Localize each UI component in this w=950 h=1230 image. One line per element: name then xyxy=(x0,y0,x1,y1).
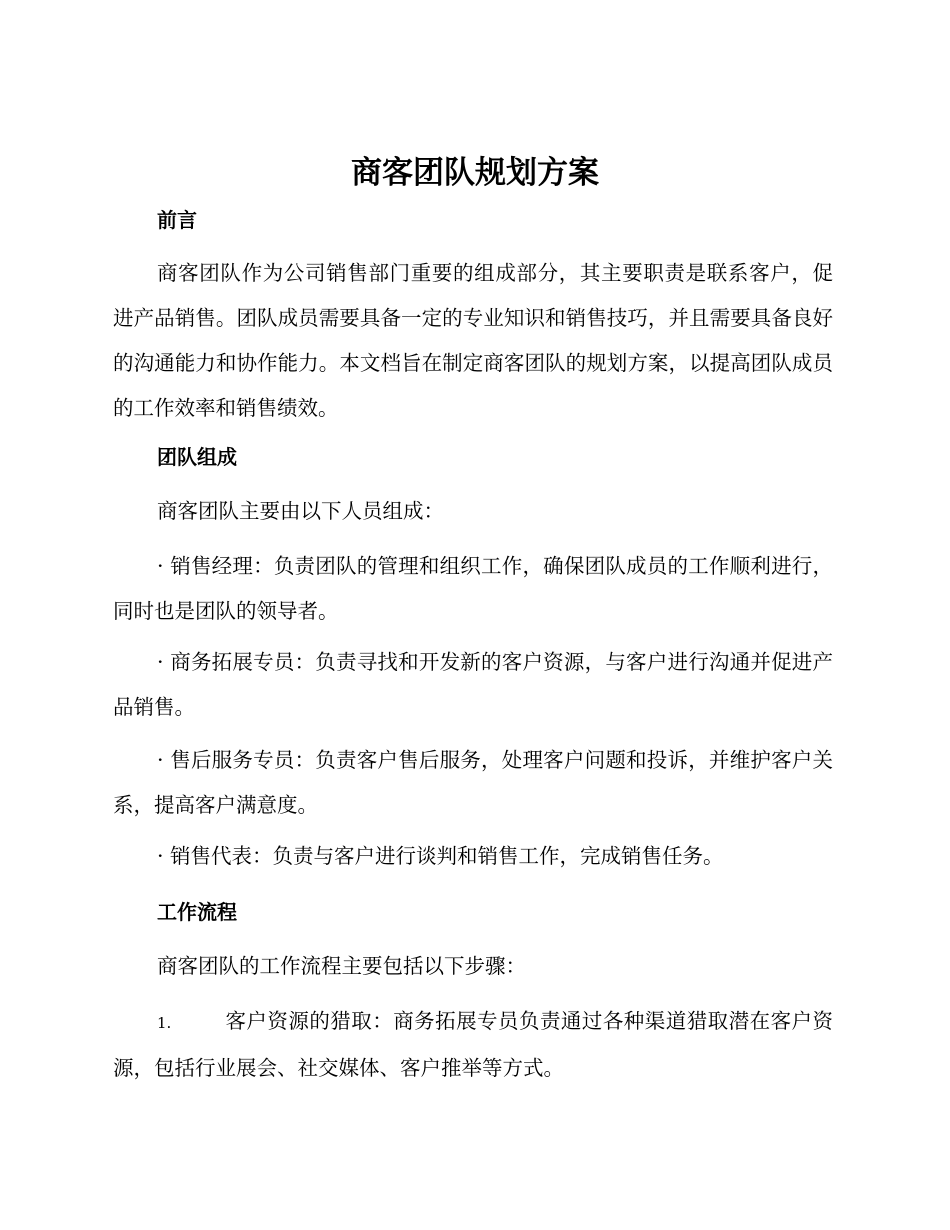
section-heading-team: 团队组成 xyxy=(157,445,237,469)
team-role-business-development: · 商务拓展专员：负责寻找和开发新的客户资源，与客户进行沟通并促进产品销售。 xyxy=(113,650,833,719)
workflow-intro: 商客团队的工作流程主要包括以下步骤： xyxy=(157,954,526,978)
team-role-after-sales: · 售后服务专员：负责客户售后服务，处理客户问题和投诉，并维护客户关系，提高客户满意度。 xyxy=(113,748,833,817)
section-heading-workflow: 工作流程 xyxy=(157,900,237,924)
workflow-step-number: 1. xyxy=(157,1014,172,1032)
preface-paragraph: 商客团队作为公司销售部门重要的组成部分，其主要职责是联系客户，促进产品销售。团队成员需要具备一定的专业知识和销售技巧，并且需要具备良好的沟通能力和协作能力。本文档旨在制定商客团队的规划方案，以提高团队成员的工作效率和销售绩效。 xyxy=(113,261,833,420)
workflow-step xyxy=(113,999,833,1091)
team-role-sales-manager: · 销售经理：负责团队的管理和组织工作，确保团队成员的工作顺利进行，同时也是团队的领导者。 xyxy=(113,554,833,623)
team-intro: 商客团队主要由以下人员组成： xyxy=(157,499,444,523)
document-title: 商客团队规划方案 xyxy=(351,155,599,191)
workflow-step-text: 客户资源的猎取：商务拓展专员负责通过各种渠道猎取潜在客户资源，包括行业展会、社交媒体、客户推举等方式。 xyxy=(113,1009,833,1080)
team-role-sales-rep: · 销售代表：负责与客户进行谈判和销售工作，完成销售任务。 xyxy=(157,844,724,868)
section-heading-preface: 前言 xyxy=(157,208,197,232)
